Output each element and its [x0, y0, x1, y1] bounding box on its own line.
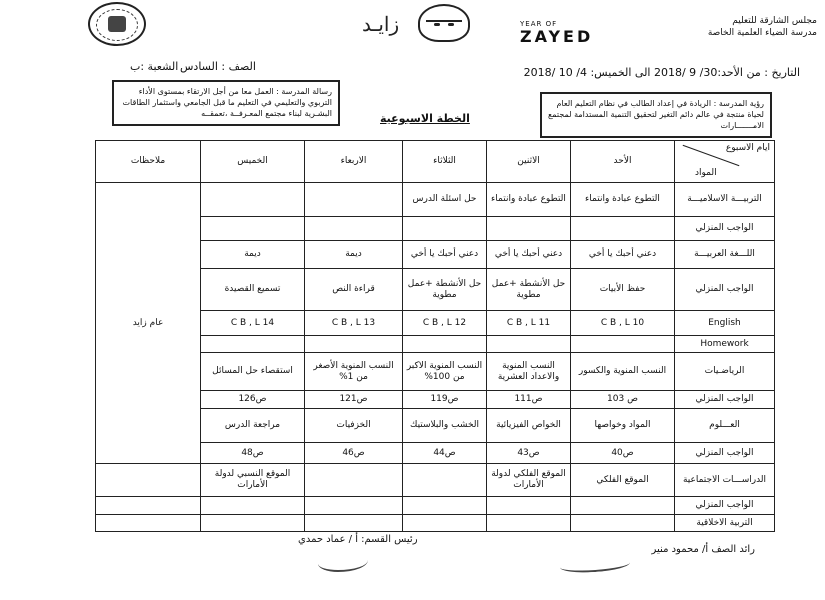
table-row	[96, 464, 775, 497]
notes-empty-cell	[96, 515, 201, 532]
header-days-subjects	[675, 141, 775, 183]
plan-cell: ص43	[487, 443, 571, 464]
plan-cell	[305, 336, 403, 353]
vision-box: رؤية المدرسة : الريادة في إعداد الطالب في نظام التعليم العام لحياة منتجة في عالم دائم التغير لتحقيق التنمية المستدامة لمجتمع الامـــــــارات	[540, 92, 772, 138]
plan-cell: قراءة النص	[305, 269, 403, 311]
signature-scribble	[318, 552, 368, 572]
plan-cell: الموقع النسبي لدولة الأمارات	[201, 464, 305, 497]
school-name: مدرسة الضياء العلمية الخاصة	[707, 28, 817, 38]
plan-cell: ص46	[305, 443, 403, 464]
council-name: مجلس الشارقة للتعليم	[732, 16, 817, 26]
plan-cell	[571, 515, 675, 532]
mission-box: رسالة المدرسة : العمل معا من أجل الارتقاء بمستوى الأداء التربوي والتعليمي في التعليم ما قبل الجامعي واستثمار الطاقات البشـرية لبناء مجتمع المعـرفــة ،تعمقــه	[112, 80, 340, 126]
notes-cell: عام زايد	[96, 183, 201, 464]
zayed-arabic-logo: زايـد	[362, 12, 400, 36]
plan-cell: ص126	[201, 391, 305, 409]
class-leader-signature: رائد الصف أ/ محمود منير	[651, 544, 755, 555]
plan-cell: النسب المنوية والاعداد العشرية	[487, 353, 571, 391]
plan-cell	[403, 217, 487, 241]
table-row	[96, 515, 775, 532]
plan-cell	[305, 464, 403, 497]
plan-cell: حفظ الأبيات	[571, 269, 675, 311]
plan-cell	[571, 217, 675, 241]
notes-empty-cell	[96, 464, 201, 497]
plan-cell: حل اسئلة الدرس	[403, 183, 487, 217]
plan-cell	[305, 183, 403, 217]
plan-cell: تسميع القصيدة	[201, 269, 305, 311]
table-header-row	[96, 141, 775, 183]
plan-cell: مراجعة الدرس	[201, 409, 305, 443]
year-of-label: YEAR OF	[520, 20, 558, 28]
day-thursday: الخميس	[201, 141, 305, 183]
table-row	[96, 497, 775, 515]
plan-cell	[305, 515, 403, 532]
plan-cell: الخواص الفيزيائية	[487, 409, 571, 443]
plan-cell: دعني أحبك يا أخي	[403, 241, 487, 269]
plan-cell: ص40	[571, 443, 675, 464]
plan-cell: ص 103	[571, 391, 675, 409]
plan-cell: دعني أحبك يا أخي	[487, 241, 571, 269]
plan-cell: C B , L 14	[201, 311, 305, 336]
plan-cell	[571, 497, 675, 515]
day-monday: الاثنين	[487, 141, 571, 183]
plan-cell: حل الأنشطة +عمل مطوية	[403, 269, 487, 311]
plan-cell	[487, 217, 571, 241]
subject-label: الواجب المنزلي	[675, 269, 775, 311]
plan-cell: ديمة	[201, 241, 305, 269]
plan-cell: C B , L 13	[305, 311, 403, 336]
signature-scribble	[560, 556, 631, 575]
table-row	[96, 183, 775, 217]
school-logo	[88, 2, 146, 46]
date-range: التاريخ : من الأحد:30/ 9 /2018 الى الخميس: 4/ 10 /2018	[523, 66, 800, 79]
plan-cell	[305, 217, 403, 241]
subject-label: الرياضـيات	[675, 353, 775, 391]
plan-cell: النسب المنوية الأصغر من 1%	[305, 353, 403, 391]
plan-cell: التطوع عبادة وانتماء	[571, 183, 675, 217]
department-head-signature: رئيس القسم: أ / عماد حمدي	[298, 534, 418, 545]
weekly-plan-table	[95, 140, 775, 532]
day-sunday: الأحد	[571, 141, 675, 183]
plan-cell	[403, 515, 487, 532]
plan-cell: استقصاء حل المسائل	[201, 353, 305, 391]
day-tuesday: الثلاثاء	[403, 141, 487, 183]
plan-title: الخطة الاسبوعية	[380, 112, 470, 125]
plan-cell: المواد وخواصها	[571, 409, 675, 443]
plan-cell	[487, 515, 571, 532]
plan-cell: C B , L 12	[403, 311, 487, 336]
head-subjects-label: المواد	[695, 168, 717, 178]
plan-cell	[487, 497, 571, 515]
plan-cell	[571, 336, 675, 353]
plan-cell: التطوع عبادة وانتماء	[487, 183, 571, 217]
plan-cell: ص111	[487, 391, 571, 409]
subject-label: اللـــغة العربيـــة	[675, 241, 775, 269]
plan-cell: الموقع الفلكي	[571, 464, 675, 497]
plan-cell	[201, 217, 305, 241]
plan-cell: الموقع الفلكي لدولة الأمارات	[487, 464, 571, 497]
subject-label: الواجب المنزلي	[675, 217, 775, 241]
plan-cell	[403, 497, 487, 515]
subject-label: العـــلوم	[675, 409, 775, 443]
plan-cell	[201, 515, 305, 532]
subject-label: الواجب المنزلي	[675, 391, 775, 409]
zayed-portrait-icon	[418, 4, 470, 42]
plan-cell: C B , L 10	[571, 311, 675, 336]
plan-cell: ديمة	[305, 241, 403, 269]
plan-cell	[305, 497, 403, 515]
plan-cell: الخزفيات	[305, 409, 403, 443]
plan-cell	[487, 336, 571, 353]
plan-cell: ص121	[305, 391, 403, 409]
plan-cell	[403, 464, 487, 497]
plan-cell	[201, 336, 305, 353]
plan-cell: النسب المنوية والكسور	[571, 353, 675, 391]
head-days-label: ايام الاسبوع	[725, 143, 770, 153]
subject-label: English	[675, 311, 775, 336]
subject-label: التربيـــة الاسلاميـــة	[675, 183, 775, 217]
plan-cell: C B , L 11	[487, 311, 571, 336]
day-wednesday: الاربعاء	[305, 141, 403, 183]
subject-label: الواجب المنزلي	[675, 443, 775, 464]
plan-cell: دعني أحبك يا أخي	[571, 241, 675, 269]
plan-cell	[201, 183, 305, 217]
notes-header: ملاحظات	[96, 141, 201, 183]
subject-label: الواجب المنزلي	[675, 497, 775, 515]
plan-cell: ص119	[403, 391, 487, 409]
plan-cell: النسب المنوية الاكبر من 100%	[403, 353, 487, 391]
subject-label: Homework	[675, 336, 775, 353]
plan-cell: حل الأنشطة +عمل مطوية	[487, 269, 571, 311]
plan-cell	[201, 497, 305, 515]
plan-cell: ص44	[403, 443, 487, 464]
plan-cell: الخشب والبلاستيك	[403, 409, 487, 443]
class-label: الصف : السادس	[180, 60, 256, 73]
subject-label: التربية الاخلاقية	[675, 515, 775, 532]
notes-empty-cell	[96, 497, 201, 515]
subject-label: الدراســـات الاجتماعية	[675, 464, 775, 497]
plan-cell	[403, 336, 487, 353]
zayed-english-logo: ZAYED	[520, 27, 594, 46]
plan-cell: ص48	[201, 443, 305, 464]
section-label: الشعبة :ب	[130, 60, 179, 73]
